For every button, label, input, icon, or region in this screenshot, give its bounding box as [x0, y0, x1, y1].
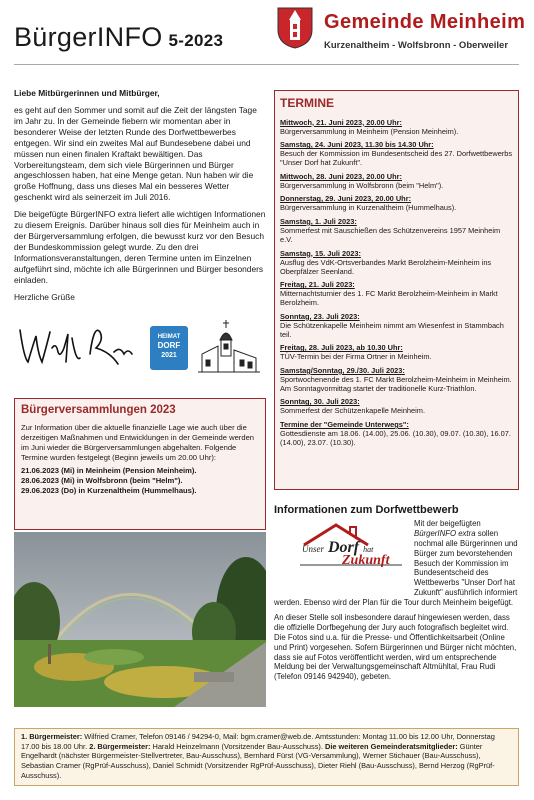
unser-dorf-hat-zukunft-logo: [296, 519, 406, 571]
logo-hat: hat: [363, 545, 374, 554]
event-date: Freitag, 28. Juli 2023, ab 10.30 Uhr:: [280, 343, 403, 353]
citizens-meetings-dates: [21, 466, 259, 496]
event-text: Mitternachtsturnier des 1. FC Markt Berolzheim-Meinheim in Markt Berolzheim.: [280, 289, 498, 308]
newsletter-title: [14, 22, 223, 53]
event-date: Donnerstag, 29. Juni 2023, 20.00 Uhr:: [280, 194, 412, 204]
event-item: [280, 118, 513, 136]
event-item: [280, 420, 513, 447]
heimatdorf-badge: [150, 326, 188, 370]
footer-deputy-text: Harald Heinzelmann (Vorsitzender Bau-Ausschuss).: [150, 741, 325, 751]
event-item: [280, 140, 513, 167]
event-item: [280, 312, 513, 339]
event-text: Die Schützenkapelle Meinheim nimmt am Wiesenfest in Stammbach teil.: [280, 320, 504, 339]
meeting-date-2: 28.06.2023 (Mi) in Wolfsbronn (beim "Helm").: [21, 476, 183, 486]
meeting-date-1: 21.06.2023 (Mi) in Meinheim (Pension Meinheim).: [21, 466, 197, 476]
event-item: [280, 249, 513, 276]
badge-line-2: DORF: [157, 340, 181, 350]
event-item: [280, 194, 513, 212]
event-text: Gottesdienste am 18.06. (14.00), 25.06. (10.30), 09.07. (10.30), 16.07. (14.00), 23.07. (10.30).: [280, 429, 511, 448]
page-header: [0, 0, 534, 68]
citizens-meetings-title: Bürgerversammlungen 2023: [21, 404, 176, 416]
title-text: BürgerINFO: [14, 22, 163, 52]
event-text: Sportwochenende des 1. FC Markt Berolzheim-Meinheim in Meinheim. Am Sonntagvormittag startet der traditionelle Kurz-Triathlon.: [280, 374, 512, 393]
event-text: Sommerfest der Schützenkapelle Meinheim.: [280, 406, 426, 416]
signature-2-icon: [90, 330, 132, 364]
village-garden-photo: [14, 532, 266, 707]
church-drawing-icon: [196, 318, 262, 374]
letter-greeting: Liebe Mitbürgerinnen und Mitbürger,: [14, 88, 160, 98]
event-date: Mittwoch, 21. Juni 2023, 20.00 Uhr:: [280, 117, 402, 127]
event-item: [280, 366, 513, 393]
badge-year: 2021: [161, 352, 177, 360]
event-date: Samstag, 15. Juli 2023:: [280, 248, 361, 258]
event-text: Bürgerversammlung in Kurzenaltheim (Hummelhaus).: [280, 203, 457, 213]
logo-zukunft: Zukunft: [342, 553, 390, 568]
events-box: [274, 90, 519, 490]
competition-p1-emphasis: BürgerINFO extra: [414, 528, 476, 538]
event-date: Termine der "Gemeinde Unterwegs":: [280, 420, 409, 429]
event-item: [280, 217, 513, 244]
event-text: Sommerfest mit Sauschießen des Schützenvereins 1957 Meinheim e.V.: [280, 225, 501, 244]
footer-label-deputy: 2. Bürgermeister:: [89, 741, 151, 751]
event-item: [280, 280, 513, 307]
footer-label-council: Die weiteren Gemeinderatsmitglieder:: [325, 741, 458, 751]
event-date: Freitag, 21. Juli 2023:: [280, 280, 355, 290]
coat-of-arms-icon: [276, 6, 314, 50]
header-divider: [14, 64, 519, 65]
event-text: Bürgerversammlung in Wolfsbronn (beim "Helm").: [280, 180, 444, 190]
event-text: Besuch der Kommission im Bundesentscheid des 27. Dorfwettbewerbs "Unser Dorf hat Zukunft".: [280, 149, 513, 168]
meeting-date-3: 29.06.2023 (Do) in Kurzenaltheim (Hummelhaus).: [21, 486, 197, 496]
event-item: [280, 172, 513, 190]
competition-info-title: Informationen zum Dorfwettbewerb: [274, 504, 459, 516]
event-date: Sonntag, 23. Juli 2023:: [280, 311, 360, 321]
letter-paragraph-1: es geht auf den Sommer und somit auf die Zeit der längsten Tage im Jahr zu. In der Gemeinde fiebern wir momentan aber in besonderer Weise der letzten Runde des Dorfwettbewerbes entgegen. Wir sind ein zweites Mal auf Bundesebene dabei und müssen nun einen finalen Kraftakt bewältigen. Das Vorbereitungsteam, dem sich viele Bürgerinnen und Bürger angeschlossen haben, hat eine Menge getan. Nun haben wir die große Hoffnung, dass uns dieses Mal ein besseres Wetter geschenkt wird als seinerzeit im Juli 2016.: [14, 104, 257, 203]
events-title: TERMINE: [280, 96, 334, 110]
competition-p1-start: Mit der beigefügten: [414, 519, 481, 528]
event-date: Samstag/Sonntag, 29./30. Juli 2023:: [280, 365, 405, 375]
event-item: [280, 397, 513, 415]
letter-closing: Herzliche Grüße: [14, 291, 75, 302]
signature-1-icon: [20, 330, 80, 362]
footer-mayor-text: Wilfried Cramer, Telefon 09146 / 94294-0, Mail: bgm.cramer@web.de. Amtsstunden: Montag 11.00 bis 12.00 Uhr, Donnerstag 17.00 bis 18.00 Uhr.: [21, 732, 495, 751]
competition-p1-rest: sollen nochmal alle Bürgerinnen und Bürger zum bevorstehenden Besuch der Kommission im Bundesentscheid des Wettbewerbs "Unser Dorf hat Zukunft" ausführlich informiert werden. Ebenso wird der Plan für die Tour durch Meinheim beigefügt.: [274, 528, 518, 608]
districts-line: Kurzenaltheim - Wolfsbronn - Oberweiler: [324, 40, 509, 51]
event-item: [280, 343, 513, 361]
logo-dorf: Dorf: [328, 539, 360, 556]
event-text: Bürgerversammlung in Meinheim (Pension Meinheim).: [280, 126, 459, 136]
event-date: Samstag, 1. Juli 2023:: [280, 216, 357, 226]
council-contacts-footer: [14, 728, 519, 786]
mayor-letter: [14, 88, 266, 309]
event-text: TÜV-Termin bei der Firma Ortner in Meinheim.: [280, 352, 432, 362]
signatures-row: [14, 318, 266, 374]
event-text: Ausflug des VdK-Ortsverbandes Markt Berolzheim-Meinheim ins Oberpfälzer Seenland.: [280, 257, 492, 276]
municipality-name: Gemeinde Meinheim: [324, 11, 526, 33]
event-date: Mittwoch, 28. Juni 2023, 20.00 Uhr:: [280, 171, 402, 181]
badge-line-1: HEIMAT: [157, 334, 181, 340]
citizens-meetings-box: [14, 398, 266, 530]
footer-label-mayor: 1. Bürgermeister:: [21, 732, 83, 741]
footer-council-text: Günter Engelhardt (nächster Bürgermeister-Stellvertreter, Bau-Ausschuss), Bernhard Fürst (VG-Versammlung), Werner Stichauer (Bau-Ausschuss), Sebastian Cramer (RgPrüf-Ausschuss), Daniel Schmidt (Vorsitzender RgPrüf-Ausschuss), Dieter Riehl (Bau-Ausschuss), Bernd Herzog (RgPrüf-Ausschuss).: [21, 741, 495, 780]
letter-paragraph-2: Die beigefügte BürgerINFO extra liefert alle wichtigen Informationen zu diesem Ereignis. Darüber hinaus soll dies für Meinheim auch in der Bürgerversammlung erfolgen, die bewusst kurz vor den Besuch der Bundeskommission gelegt wurde. Zu den drei Informationsveranstaltungen, deren Termine unten im Einzelnen aufgeführt sind, möchte ich alle Bürgerinnen und Bürger besonders einladen.: [14, 209, 266, 285]
event-date: Sonntag, 30. Juli 2023:: [280, 397, 360, 407]
issue-number: 5-2023: [168, 31, 224, 50]
citizens-meetings-text: Zur Information über die aktuelle finanzielle Lage wie auch über die derzeitigen Maßnahmen und Entwicklungen in der Gemeinde werden im Juni wieder die Bürgerversammlungen abgehalten. Folgende Termine wurden festgelegt (Beginn jeweils um 20.00 Uhr):: [21, 422, 255, 462]
logo-unser: Unser: [302, 544, 324, 554]
event-date: Samstag, 24. Juni 2023, 11.30 bis 14.30 Uhr:: [280, 140, 434, 150]
photo-illustration: [14, 532, 266, 707]
competition-paragraph-2: An dieser Stelle soll insbesondere darauf hingewiesen werden, dass die offizielle Dorfbegehung der Jury auch fotografisch begleitet wird. Die Fotos sind u.a. für die Presse- und Öffentlichkeitsarbeit (Online und Print) vorgesehen. Sofern Bürgerinnen und Bürger nicht möchten, dass sie auf Fotos veröffentlicht werden, wird um entsprechende Meldung bei der Verwaltungsgemeinschaft Altmühltal, Frau Rudi (Telefon 09146 942940), gebeten.: [274, 613, 517, 682]
